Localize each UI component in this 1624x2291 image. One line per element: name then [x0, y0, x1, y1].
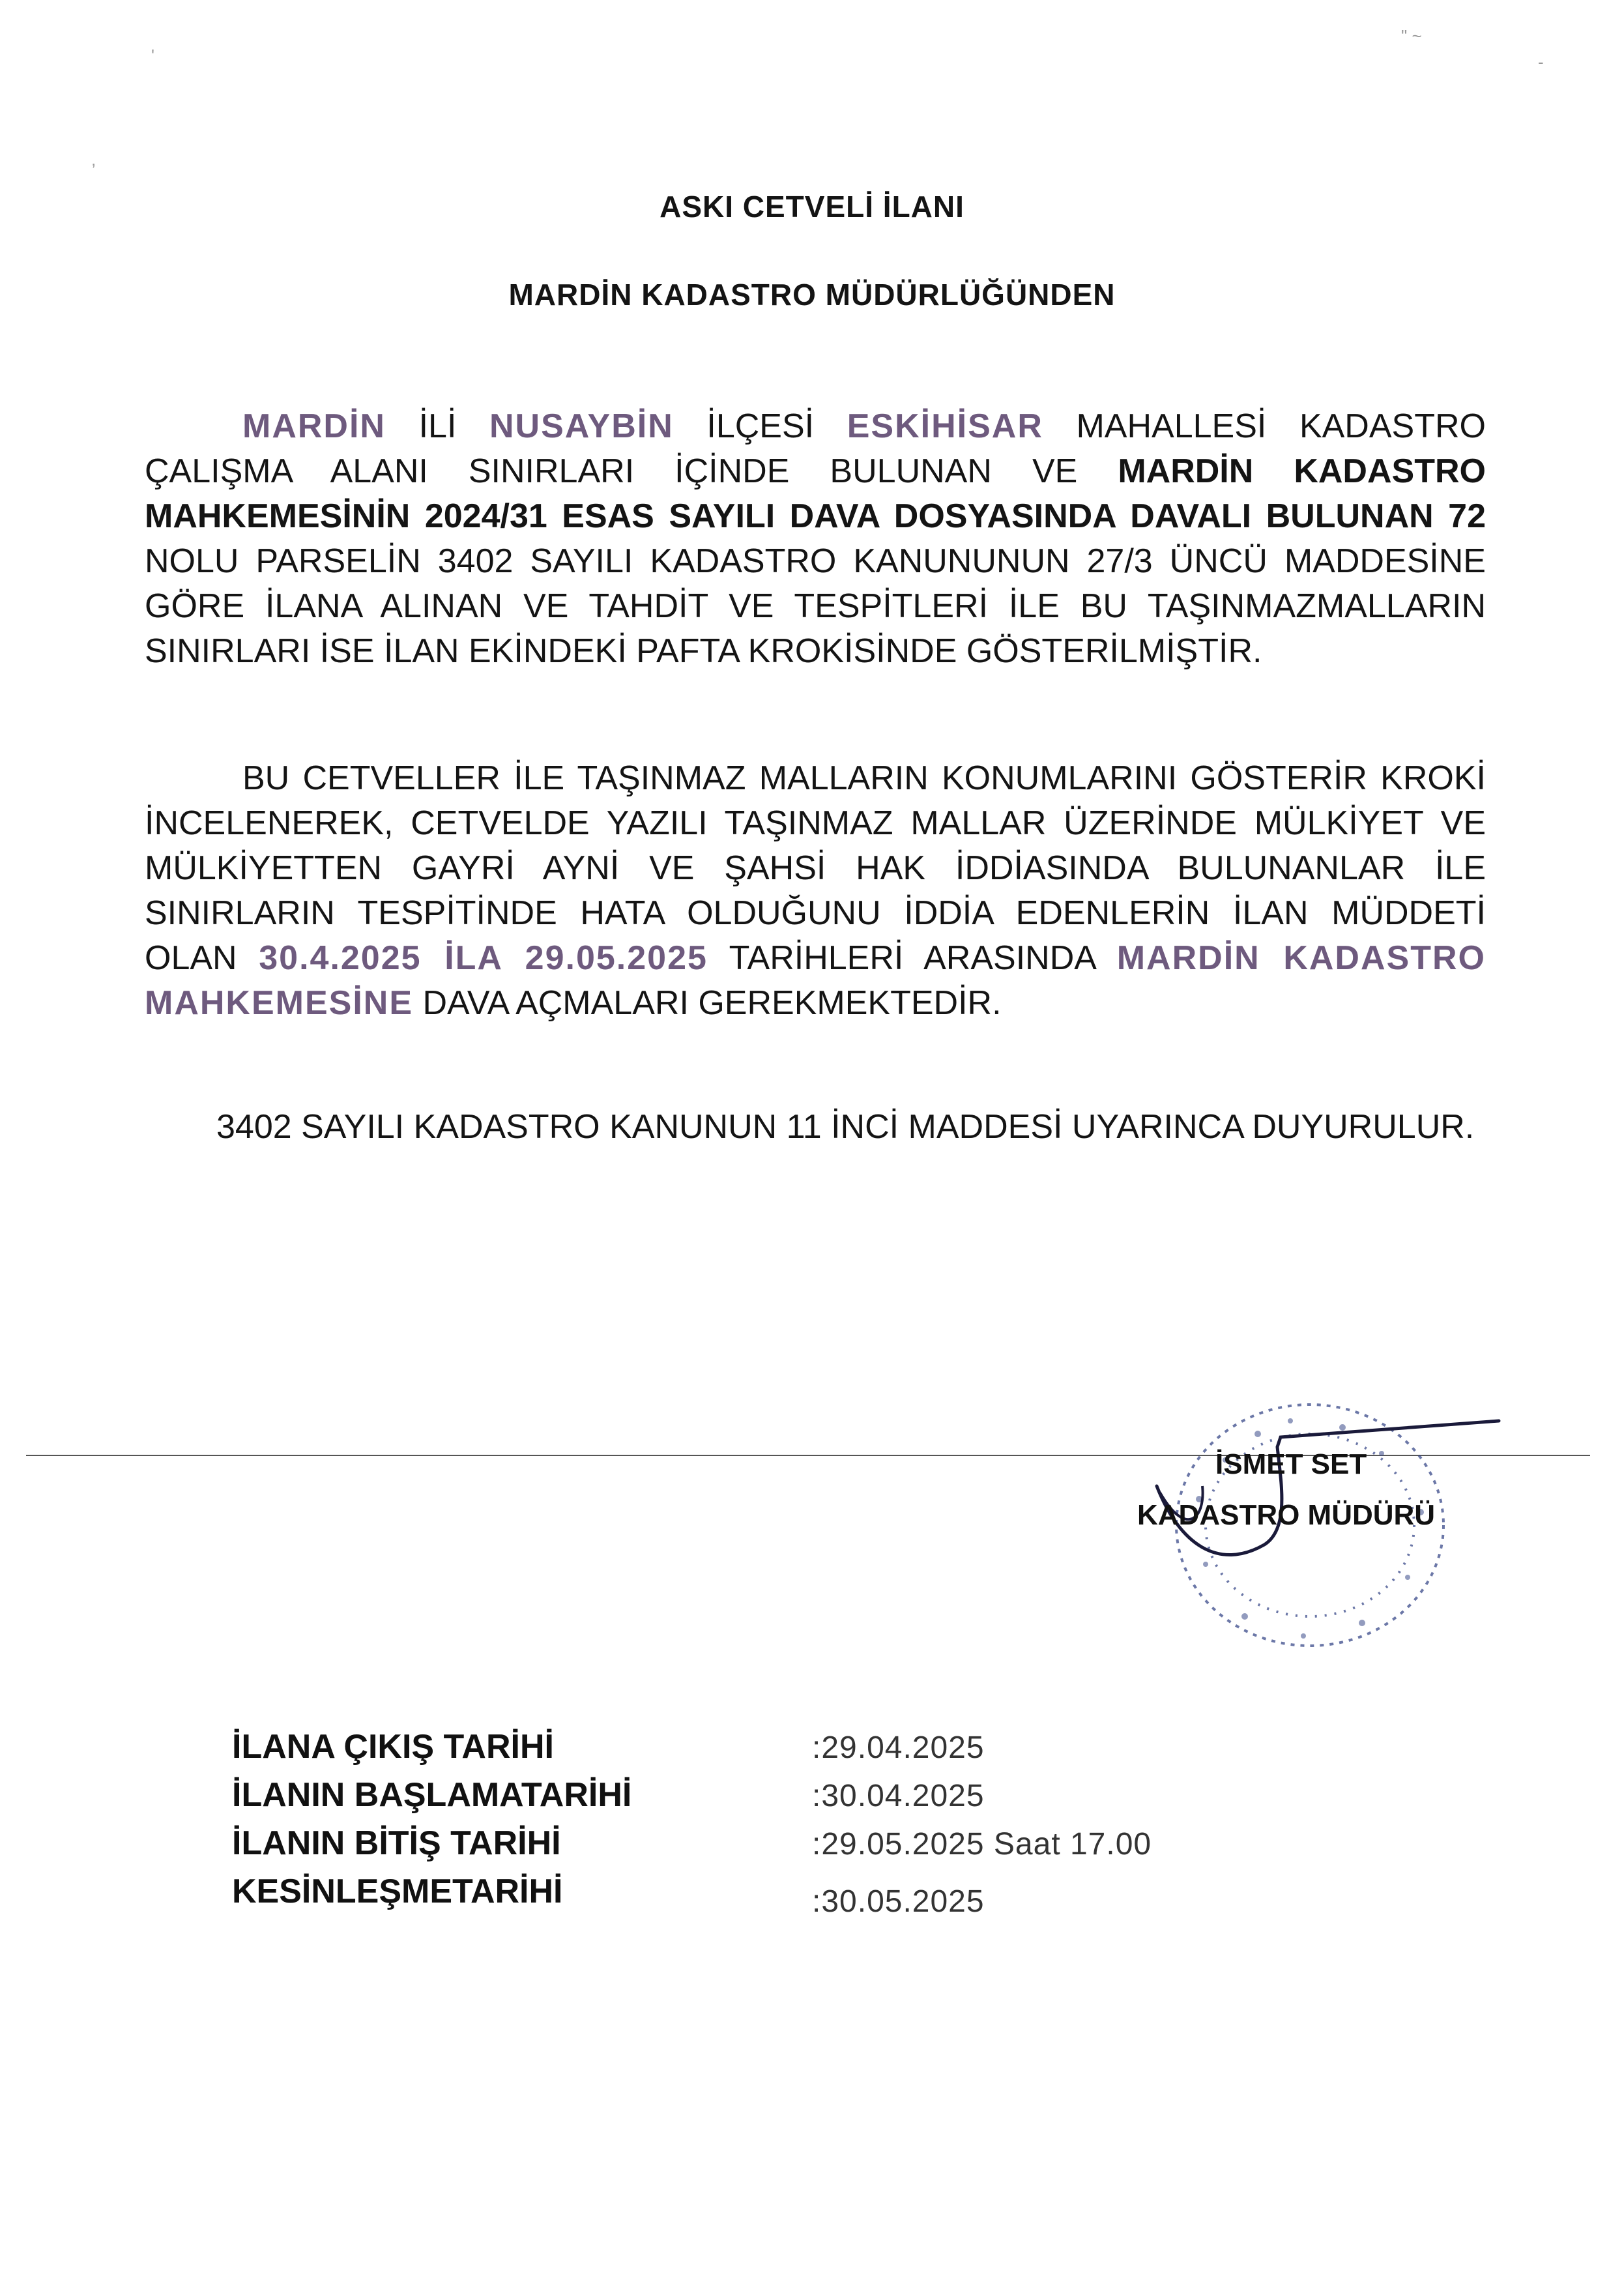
scan-speck: '	[151, 46, 154, 65]
date-label: KESİNLEŞMETARİHİ	[232, 1873, 563, 1910]
paragraph-text: NOLU PARSELİN 3402 SAYILI KADASTRO KANUNUNUN 27/3 ÜNCÜ MADDESİNE GÖRE İLANA ALINAN VE TAHDİT VE TESPİTLERİ İLE BU TAŞINMAZMALLARIN SINIRLARI İSE İLAN EKİNDEKİ PAFTA KROKİSİNDE GÖSTERİLMİŞTİR.	[145, 542, 1486, 670]
signatory-name: İSMET SET	[1215, 1448, 1367, 1480]
date-row	[232, 1727, 1275, 1775]
date-value: :29.05.2025 Saat 17.00	[812, 1827, 1152, 1861]
paragraph-text: TARİHLERİ ARASINDA	[707, 939, 1117, 977]
paragraph-text: MAHALLESİ KADASTRO ÇALIŞMA ALANI SINIRLARI İÇİNDE BULUNAN VE	[145, 407, 1486, 490]
date-value: :30.04.2025	[812, 1779, 985, 1813]
paragraph-text: İLÇESİ	[673, 407, 847, 445]
scan-speck: ,	[91, 150, 96, 169]
notice-paragraph-2	[145, 756, 1486, 1026]
notice-paragraph-1	[145, 404, 1486, 674]
official-seal-icon	[1095, 1382, 1518, 1682]
paragraph-text: İLİ	[385, 407, 489, 445]
date-label: İLANIN BİTİŞ TARİHİ	[232, 1824, 561, 1862]
date-value: :30.05.2025	[812, 1884, 985, 1919]
stamped-province: MARDİN	[242, 407, 386, 445]
notice-dates-table	[232, 1727, 1275, 1924]
stamped-court: MARDİN KADASTRO MAHKEMESİNE	[145, 939, 1486, 1022]
case-reference: MARDİN KADASTRO MAHKEMESİNİN 2024/31 ESAS SAYILI DAVA DOSYASINDA DAVALI BULUNAN 72	[145, 452, 1486, 535]
paragraph-text: DAVA AÇMALARI GEREKMEKTEDİR.	[413, 984, 1002, 1022]
stamped-district: NUSAYBİN	[489, 407, 674, 445]
signatory-title: KADASTRO MÜDÜRÜ	[1137, 1499, 1436, 1531]
date-value: :29.04.2025	[812, 1730, 985, 1765]
scan-speck: -	[1538, 52, 1544, 72]
stamped-neighborhood: ESKİHİSAR	[847, 407, 1043, 445]
notice-title: ASKI CETVELİ İLANI	[660, 190, 964, 224]
date-label: İLANA ÇIKIŞ TARİHİ	[232, 1728, 554, 1766]
date-row	[232, 1775, 1275, 1824]
date-row	[232, 1872, 1275, 1924]
stamped-date-range: 30.4.2025 İLA 29.05.2025	[259, 939, 708, 977]
scan-speck: " ~	[1401, 26, 1422, 46]
paragraph-text: BU CETVELLER İLE TAŞINMAZ MALLARIN KONUMLARINI GÖSTERİR KROKİ İNCELENEREK, CETVELDE YAZILI TAŞINMAZ MALLAR ÜZERİNDE MÜLKİYET VE MÜLKİYETTEN GAYRİ AYNİ VE ŞAHSİ HAK İDDİASINDA BULUNANLAR İLE SINIRLARIN TESPİTİNDE HATA OLDUĞUNU İDDİA EDENLERİN İLAN MÜDDETİ OLAN	[145, 759, 1486, 977]
date-row	[232, 1824, 1275, 1872]
paragraph-text: 3402 SAYILI KADASTRO KANUNUN 11 İNCİ MADDESİ UYARINCA DUYURULUR.	[216, 1108, 1475, 1146]
notice-paragraph-3	[145, 1105, 1486, 1150]
issuing-office: MARDİN KADASTRO MÜDÜRLÜĞÜNDEN	[508, 278, 1116, 312]
date-label: İLANIN BAŞLAMATARİHİ	[232, 1776, 632, 1814]
